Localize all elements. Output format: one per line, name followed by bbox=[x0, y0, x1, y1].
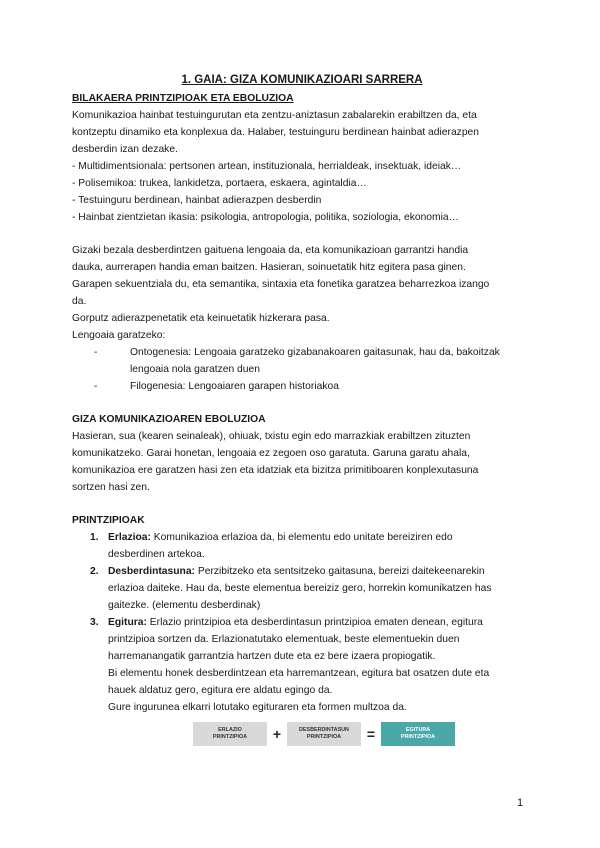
paragraph-line: - Testuinguru berdinean, hainbat adierazpen desberdin bbox=[72, 195, 322, 206]
section-heading-eboluzioa: GIZA KOMUNIKAZIOAREN EBOLUZIOA bbox=[72, 414, 266, 425]
paragraph-line: Lengoaia garatzeko: bbox=[72, 330, 166, 341]
equals-sign: = bbox=[366, 725, 376, 742]
list-item: 2. Desberdintasuna: Perzibitzeko eta sentsitzeko gaitasuna, bereizi daitekeenarekin erlazioa daiteke. Hau da, beste elementua bereiziz gero, horrekin komunikatzen has gaitezke. (elementu desberdinak) bbox=[72, 563, 532, 614]
paragraph-line: kontzeptu dinamiko eta konplexua da. Halaber, testuinguru berdinean hainbat adierazpen bbox=[72, 127, 480, 138]
paragraph-line: komunikatzeko. Garai honetan, lengoaia ez zegoen oso garatuta. Garuna garatu ahala, bbox=[72, 448, 470, 459]
page-number: 1 bbox=[517, 797, 524, 809]
paragraph-line: Komunikazioa hainbat testuingurutan eta zentzu-aniztasun zabalarekin erabiltzen da, eta bbox=[72, 110, 477, 121]
paragraph-line: - Hainbat zientzietan ikasia: psikologia, antropologia, politika, soziologia, ekonomia… bbox=[72, 212, 459, 223]
section-heading-bilakaera: BILAKAERA PRINTZIPIOAK ETA EBOLUZIOA bbox=[72, 93, 294, 104]
paragraph-line: - Multidimentsionala: pertsonen artean, instituzionala, herrialdeak, insektuak, ideiak… bbox=[72, 161, 462, 172]
desberdintasun-printzipioa-box: DESBERDINTASUN PRINTZIPIOA bbox=[287, 722, 361, 746]
list-item: - Filogenesia: Lengoaiaren garapen historiakoa bbox=[72, 378, 532, 395]
list-item: 3. Egitura: Erlazio printzipioa eta desberdintasun printzipioa ematen denean, egitura printzipioa sortzen da. Erlazionatutako elementuak, beste elementuekin duen harremanangatik garrantzia hartzen dute eta ez bere izaera propiogatik. Bi elementu honek desberdintzean eta harremantzean, egitura bat osatzen dute eta hauek aldatuz gero, egitura ere aldatu egingo da. Gure ingurunea elkarri lotutako egituraren eta formen multzoa da. bbox=[72, 614, 532, 716]
paragraph-line: - Polisemikoa: trukea, lankidetza, portaera, eskaera, agintaldia… bbox=[72, 178, 367, 189]
section-heading-printzipioak: PRINTZIPIOAK bbox=[72, 515, 145, 526]
principle-equation-diagram bbox=[193, 722, 532, 746]
document-page bbox=[72, 72, 532, 746]
printzipioak-numbered-list bbox=[72, 529, 532, 716]
list-item: - Ontogenesia: Lengoaia garatzeko gizabanakoaren gaitasunak, hau da, bakoitzak lengoaia nola garatzen duen bbox=[72, 344, 532, 378]
list-item: 1. Erlazioa: Komunikazioa erlazioa da, bi elementu edo unitate bereiziren edo desberdinen artekoa. bbox=[72, 529, 532, 563]
list-number: 1. bbox=[90, 532, 99, 543]
document-title: 1. GAIA: GIZA KOMUNIKAZIOARI SARRERA bbox=[181, 74, 423, 86]
paragraph-line: sortzen hasi zen. bbox=[72, 482, 150, 493]
paragraph-line: Gizaki bezala desberdintzen gaituena lengoaia da, eta komunikazioan garrantzi handia bbox=[72, 245, 469, 256]
paragraph-line: da. bbox=[72, 296, 87, 307]
lengoaia-bullet-list bbox=[72, 344, 532, 395]
erlazio-printzipioa-box: ERLAZIO PRINTZIPIOA bbox=[193, 722, 267, 746]
paragraph-line: desberdin izan dezake. bbox=[72, 144, 178, 155]
term-label: Desberdintasuna: bbox=[108, 566, 195, 577]
paragraph-line: Garapen sekuentziala du, eta semantika, sintaxia eta fonetika garatzea beharrezkoa izango bbox=[72, 279, 490, 290]
paragraph-line: Gorputz adierazpenetatik eta keinuetatik hizkerara pasa. bbox=[72, 313, 330, 324]
spacer bbox=[72, 226, 532, 242]
egitura-printzipioa-box: EGITURA PRINTZIPIOA bbox=[381, 722, 455, 746]
term-label: Egitura: bbox=[108, 617, 147, 628]
paragraph-line: dauka, aurrerapen handia eman baitzen. Hasieran, soinuetatik hitz egitera pasa ginen. bbox=[72, 262, 466, 273]
term-label: Erlazioa: bbox=[108, 532, 151, 543]
list-number: 2. bbox=[90, 566, 99, 577]
list-number: 3. bbox=[90, 617, 99, 628]
spacer bbox=[72, 395, 532, 411]
spacer bbox=[72, 496, 532, 512]
plus-sign: + bbox=[272, 725, 282, 742]
paragraph-line: Hasieran, sua (kearen seinaleak), ohiuak, txistu egin edo marrazkiak erabiltzen zituzten bbox=[72, 431, 471, 442]
paragraph-line: komunikazioa ere garatzen hasi zen eta idatziak eta bizitza primitiboaren konplexutasuna bbox=[72, 465, 479, 476]
